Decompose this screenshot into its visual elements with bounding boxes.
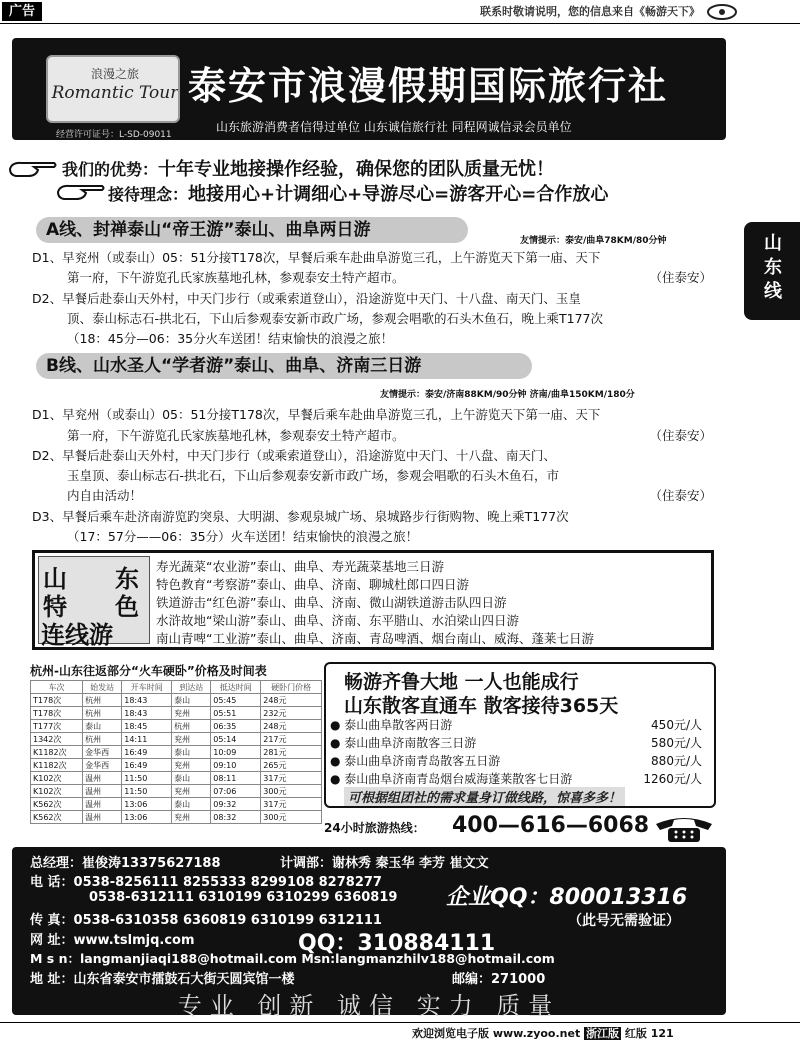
table-cell: 杭州 bbox=[83, 733, 122, 746]
philosophy-label: 接待理念： bbox=[108, 185, 189, 204]
table-cell: T178次 bbox=[31, 707, 83, 720]
table-row bbox=[31, 694, 322, 707]
route-b-title: B线、山水圣人“学者游”泰山、曲阜、济南三日游 bbox=[36, 353, 532, 379]
table-cell: 18:43 bbox=[122, 694, 172, 707]
label-char: 东 bbox=[115, 565, 139, 593]
tour-price: 1260元/人 bbox=[643, 772, 702, 786]
region-tab-label: 山东线 bbox=[764, 233, 782, 302]
route-a-line: D2、早餐后赴泰山天外村，中天门步行（或乘索道登山），沿途游览中天门、十八盘、南天门、玉皇 bbox=[32, 291, 581, 306]
enterprise-qq: 企业QQ：800013316 bbox=[446, 885, 688, 910]
route-a-line bbox=[67, 268, 712, 288]
pointing-hand-icon bbox=[56, 181, 106, 203]
table-row bbox=[31, 707, 322, 720]
column-header: 抵达时间 bbox=[211, 681, 261, 694]
column-header: 硬卧门价格 bbox=[261, 681, 322, 694]
footer-text bbox=[412, 1025, 674, 1040]
list-item: ● 泰山曲阜济南青岛烟台威海蓬莱散客七日游 1260元/人 bbox=[330, 772, 702, 786]
tour-price: 880元/人 bbox=[651, 754, 702, 768]
route-b-line: D2、早餐后赴泰山天外村，中天门步行（或乘索道登山），沿途游览中天门、十八盘、南天门、 bbox=[32, 448, 556, 463]
logo-cn-text: 浪漫之旅 bbox=[90, 67, 139, 81]
table-cell: 300元 bbox=[261, 785, 322, 798]
table-cell: 杭州 bbox=[83, 694, 122, 707]
route-b-stay: （住泰安） bbox=[649, 488, 712, 503]
tour-price: 450元/人 bbox=[651, 718, 702, 732]
special-route-item: 寿光蔬菜“农业游”泰山、曲阜、寿光蔬菜基地三日游 bbox=[156, 559, 444, 574]
table-row bbox=[31, 811, 322, 824]
route-a-tip: 友情提示：泰安/曲阜78KM/80分钟 bbox=[520, 236, 667, 246]
table-cell: 泰山 bbox=[83, 720, 122, 733]
table-cell: 兖州 bbox=[172, 733, 211, 746]
page-number: 121 bbox=[650, 1027, 674, 1040]
table-cell: 兖州 bbox=[172, 759, 211, 772]
column-header: 到达站 bbox=[172, 681, 211, 694]
table-cell: 265元 bbox=[261, 759, 322, 772]
tour-name: 泰山曲阜济南散客三日游 bbox=[344, 736, 477, 750]
tour-name: 泰山曲阜济南青岛烟台威海蓬莱散客七日游 bbox=[344, 772, 573, 786]
table-cell: 泰山 bbox=[172, 798, 211, 811]
table-cell: 杭州 bbox=[172, 720, 211, 733]
table-cell: 1342次 bbox=[31, 733, 83, 746]
table-cell: 232元 bbox=[261, 707, 322, 720]
table-cell: 11:50 bbox=[122, 785, 172, 798]
tour-price: 580元/人 bbox=[651, 736, 702, 750]
label-char: 色 bbox=[115, 593, 139, 621]
label-char: 特 bbox=[43, 593, 67, 621]
table-cell: 金华西 bbox=[83, 746, 122, 759]
custom-tour-note: 可根据组团社的需求量身订做线路，惊喜多多！ bbox=[344, 787, 625, 806]
philosophy-text: 地接用心+计调细心+导游尽心=游客开心=合作放心 bbox=[188, 184, 609, 205]
table-cell: 16:49 bbox=[122, 746, 172, 759]
route-b-line: D1、早兖州（或泰山）05：51分接T178次，早餐后乘车赴曲阜游览三孔，上午游览天下第一庙、天下 bbox=[32, 407, 601, 422]
route-a-line-text: 第一府，下午游览孔氏家族墓地孔林，参观泰安土特产超市。 bbox=[67, 270, 405, 285]
table-cell: T177次 bbox=[31, 720, 83, 733]
table-cell: 泰山 bbox=[172, 746, 211, 759]
route-b-line-text: 第一府，下午游览孔氏家族墓地孔林，参观泰安土特产超市。 bbox=[67, 428, 405, 443]
tour-name: 泰山曲阜济南青岛散客五日游 bbox=[344, 754, 501, 768]
table-cell: 13:06 bbox=[122, 798, 172, 811]
route-b-line: D3、早餐后乘车赴济南游览趵突泉、大明湖、参观泉城广场、泉城路步行街购物、晚上乘T177次 bbox=[32, 509, 569, 524]
address-line: 地 址：山东省泰安市擂鼓石大街天圆宾馆一楼 bbox=[30, 972, 295, 987]
table-cell: 金华西 bbox=[83, 759, 122, 772]
telephone-icon bbox=[652, 812, 716, 844]
hotline-label: 24小时旅游热线： bbox=[324, 821, 425, 835]
table-cell: 300元 bbox=[261, 811, 322, 824]
table-cell: 11:50 bbox=[122, 772, 172, 785]
table-row bbox=[31, 733, 322, 746]
special-route-item: 特色教育“考察游”泰山、曲阜、济南、聊城杜郎口四日游 bbox=[156, 577, 469, 592]
table-cell: 08:32 bbox=[211, 811, 261, 824]
personal-qq: QQ：310884111 bbox=[298, 931, 496, 956]
table-cell: 18:43 bbox=[122, 707, 172, 720]
table-cell: K102次 bbox=[31, 772, 83, 785]
table-cell: K562次 bbox=[31, 798, 83, 811]
special-route-item: 铁道游击“红色游”泰山、曲阜、济南、微山湖铁道游击队四日游 bbox=[156, 595, 507, 610]
page-footer bbox=[0, 1022, 800, 1040]
table-cell: 14:11 bbox=[122, 733, 172, 746]
table-row bbox=[31, 772, 322, 785]
top-note: 联系时敬请说明，您的信息来自《畅游天下》 bbox=[480, 5, 700, 18]
table-cell: 09:32 bbox=[211, 798, 261, 811]
table-row bbox=[31, 798, 322, 811]
phone-line-2: 0538-6312111 6310199 6310299 6360819 bbox=[89, 890, 398, 905]
table-cell: 泰山 bbox=[172, 694, 211, 707]
column-header: 始发站 bbox=[83, 681, 122, 694]
phone-line-1: 电 话：0538-8256111 8255333 8299108 8278277 bbox=[30, 875, 382, 890]
agency-logo bbox=[46, 55, 180, 123]
route-b-tip: 友情提示：泰安/济南88KM/90分钟 济南/曲阜150KM/180分 bbox=[380, 390, 635, 400]
column-header: 车次 bbox=[31, 681, 83, 694]
manager-contact: 总经理：崔俊涛13375627188 bbox=[30, 856, 221, 871]
table-cell: 07:06 bbox=[211, 785, 261, 798]
route-a-title: A线、封禅泰山“帝王游”泰山、曲阜两日游 bbox=[36, 217, 468, 243]
route-a-stay: （住泰安） bbox=[649, 270, 712, 285]
scattered-tour-subheading: 山东散客直通车 散客接待365天 bbox=[344, 695, 619, 717]
postcode: 邮编：271000 bbox=[452, 972, 546, 987]
table-cell: 兖州 bbox=[172, 785, 211, 798]
column-header: 开车时间 bbox=[122, 681, 172, 694]
route-b-stay: （住泰安） bbox=[649, 428, 712, 443]
tour-name: 泰山曲阜散客两日游 bbox=[344, 718, 453, 732]
route-b-line-text: 内自由活动！ bbox=[67, 488, 143, 503]
route-b-line bbox=[67, 426, 712, 446]
table-cell: 16:49 bbox=[122, 759, 172, 772]
advantage-text: 十年专业地接操作经验，确保您的团队质量无忧！ bbox=[158, 159, 555, 180]
table-row bbox=[31, 720, 322, 733]
table-cell: 温州 bbox=[83, 785, 122, 798]
table-cell: 18:45 bbox=[122, 720, 172, 733]
table-cell: 317元 bbox=[261, 772, 322, 785]
list-item: ● 泰山曲阜济南青岛散客五日游 880元/人 bbox=[330, 754, 702, 768]
table-row bbox=[31, 759, 322, 772]
website-link[interactable]: 网 址：www.tslmjq.com bbox=[30, 933, 195, 948]
table-cell: 10:09 bbox=[211, 746, 261, 759]
table-row bbox=[31, 785, 322, 798]
table-cell: K1182次 bbox=[31, 759, 83, 772]
table-cell: 06:35 bbox=[211, 720, 261, 733]
msn-contact: M s n：langmanjiaqi188@hotmail.com Msn:langmanzhilv188@hotmail.com bbox=[30, 951, 555, 966]
table-cell: 217元 bbox=[261, 733, 322, 746]
footer-edition: 浙江版 bbox=[586, 1027, 620, 1040]
train-schedule-table bbox=[30, 680, 322, 824]
table-cell: 兖州 bbox=[172, 707, 211, 720]
list-item: ● 泰山曲阜济南散客三日游 580元/人 bbox=[330, 736, 702, 750]
license-number: 经营许可证号：L-SD-09011 bbox=[56, 130, 172, 140]
table-cell: K562次 bbox=[31, 811, 83, 824]
table-cell: 13:06 bbox=[122, 811, 172, 824]
table-cell: K102次 bbox=[31, 785, 83, 798]
table-cell: 泰山 bbox=[172, 772, 211, 785]
table-cell: 248元 bbox=[261, 720, 322, 733]
footer-red: 红版 bbox=[624, 1027, 647, 1040]
shandong-special-label bbox=[38, 556, 150, 649]
table-cell: 温州 bbox=[83, 798, 122, 811]
advantage-line bbox=[62, 155, 554, 181]
table-cell: 281元 bbox=[261, 746, 322, 759]
agency-credentials: 山东旅游消费者信得过单位 山东诚信旅行社 同程网诚信录会员单位 bbox=[216, 120, 572, 134]
philosophy-line bbox=[108, 180, 608, 206]
route-b-line bbox=[67, 486, 712, 506]
advantage-label: 我们的优势： bbox=[62, 160, 159, 179]
route-a-line: D1、早兖州（或泰山）05：51分接T178次，早餐后乘车赴曲阜游览三孔，上午游览天下第一庙、天下 bbox=[32, 250, 601, 265]
qq-note: （此号无需验证） bbox=[568, 913, 680, 929]
scattered-tour-heading: 畅游齐鲁大地 一人也能成行 bbox=[344, 671, 579, 693]
label-char: 连线游 bbox=[41, 621, 113, 649]
table-cell: 05:14 bbox=[211, 733, 261, 746]
pointing-hand-icon bbox=[8, 158, 58, 180]
magazine-logo-icon bbox=[706, 3, 738, 21]
table-cell: 温州 bbox=[83, 811, 122, 824]
special-route-item: 南山青啤“工业游”泰山、曲阜、济南、青岛啤酒、烟台南山、威海、蓬莱七日游 bbox=[156, 631, 594, 646]
route-b-line: （17：57分——06：35分）火车送团！结束愉快的浪漫之旅！ bbox=[67, 529, 419, 544]
train-table-title: 杭州-山东往返部分“火车硬卧”价格及时间表 bbox=[30, 664, 267, 678]
label-char: 山 bbox=[43, 565, 67, 593]
special-route-item: 水浒故地“梁山游”泰山、曲阜、济南、东平腊山、水泊梁山四日游 bbox=[156, 613, 519, 628]
route-b-line: 玉皇顶、泰山标志石-拱北石，下山后参观泰安新市政广场，参观会唱歌的石头木鱼石，市 bbox=[67, 468, 560, 483]
table-row bbox=[31, 746, 322, 759]
list-item: ● 泰山曲阜散客两日游 450元/人 bbox=[330, 718, 702, 732]
table-cell: 05:51 bbox=[211, 707, 261, 720]
logo-en-text: Romantic Tour bbox=[51, 83, 179, 103]
table-cell: 09:10 bbox=[211, 759, 261, 772]
slogan: 专业 创新 诚信 实力 质量 bbox=[177, 992, 561, 1020]
table-cell: 317元 bbox=[261, 798, 322, 811]
route-a-line: 顶、泰山标志石-拱北石，下山后参观泰安新市政广场，参观会唱歌的石头木鱼石，晚上乘T177次 bbox=[67, 311, 604, 326]
table-cell: 温州 bbox=[83, 772, 122, 785]
table-header-row bbox=[31, 681, 322, 694]
table-cell: 05:45 bbox=[211, 694, 261, 707]
table-cell: K1182次 bbox=[31, 746, 83, 759]
route-a-line: （18：45分—06：35分火车送团！结束愉快的浪漫之旅！ bbox=[67, 331, 394, 346]
table-cell: 杭州 bbox=[83, 707, 122, 720]
table-cell: T178次 bbox=[31, 694, 83, 707]
footer-site: 欢迎浏览电子版 www.zyoo.net bbox=[412, 1027, 581, 1040]
table-cell: 兖州 bbox=[172, 811, 211, 824]
table-cell: 08:11 bbox=[211, 772, 261, 785]
fax-line: 传 真：0538-6310358 6360819 6310199 6312111 bbox=[30, 913, 382, 928]
planning-contact: 计调部：谢林秀 秦玉华 李芳 崔文文 bbox=[280, 856, 489, 871]
agency-name: 泰安市浪漫假期国际旅行社 bbox=[188, 64, 669, 108]
ad-tag: 广告 bbox=[2, 2, 42, 21]
table-cell: 248元 bbox=[261, 694, 322, 707]
hotline-number: 400—616—6068 bbox=[452, 813, 650, 838]
